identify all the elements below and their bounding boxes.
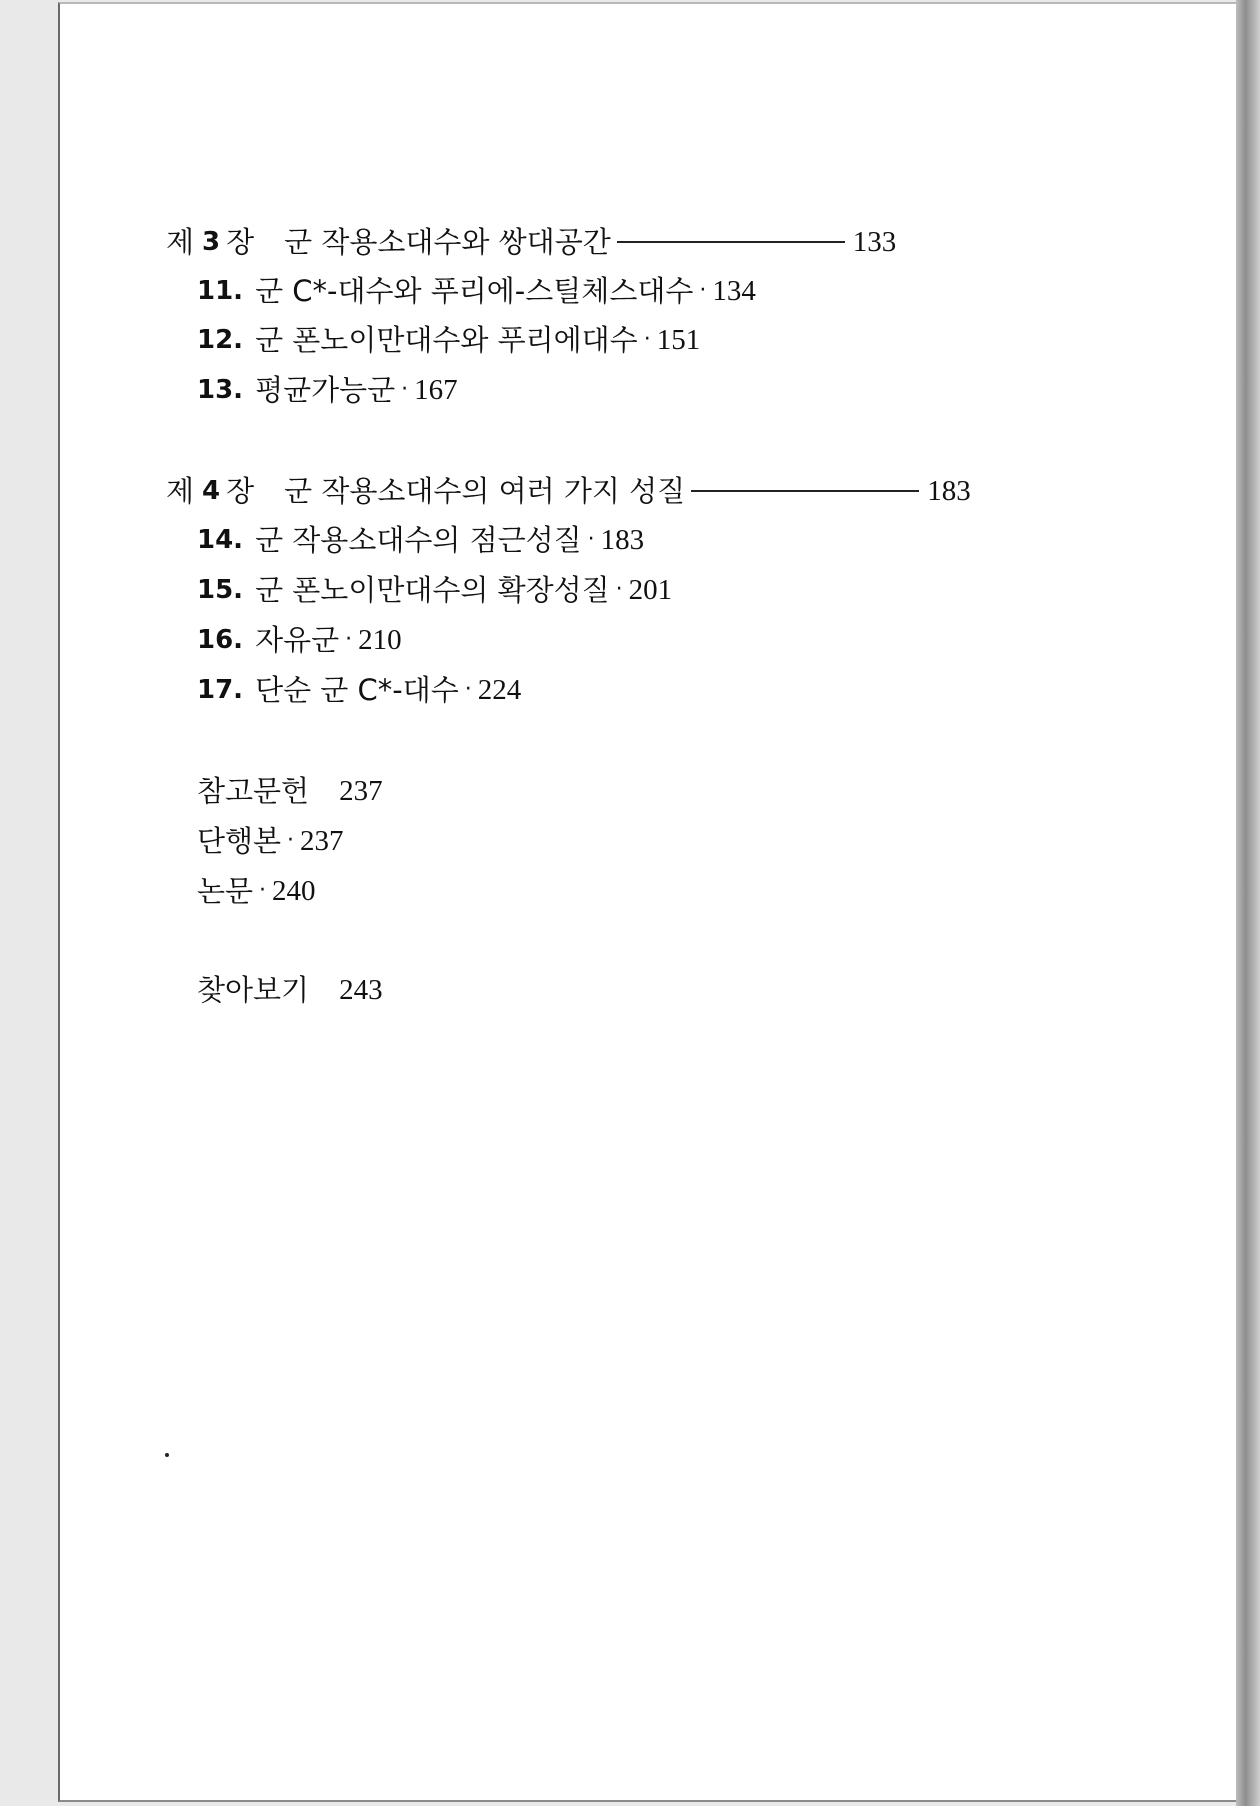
chapter-page-number: 183 bbox=[927, 475, 971, 507]
section-title: 평균가능군 bbox=[255, 373, 396, 407]
section-number: 12. bbox=[197, 325, 244, 355]
section-title: 군 폰노이만대수의 확장성질 bbox=[255, 573, 610, 607]
chapter-3-heading bbox=[166, 224, 896, 260]
section-page-number: 134 bbox=[712, 275, 756, 307]
separator-dot: · bbox=[287, 828, 295, 853]
section-number: 13. bbox=[197, 375, 244, 405]
references-page-number: 237 bbox=[339, 775, 383, 807]
section-number: 17. bbox=[197, 675, 244, 705]
chapter-title: 군 작용소대수와 쌍대공간 bbox=[284, 225, 611, 259]
separator-dot: · bbox=[259, 878, 267, 903]
toc-entry bbox=[197, 372, 458, 408]
section-page-number: 183 bbox=[600, 524, 645, 556]
toc-entry bbox=[197, 622, 402, 658]
separator-dot: · bbox=[643, 327, 651, 352]
section-number: 14. bbox=[197, 525, 244, 555]
index-page-number: 243 bbox=[339, 974, 383, 1006]
toc-entry bbox=[197, 873, 316, 909]
chapter-label-prefix: 제 bbox=[166, 474, 195, 508]
toc-entry bbox=[197, 572, 672, 608]
stray-mark bbox=[165, 1453, 169, 1457]
chapter-number: 4 bbox=[202, 476, 221, 506]
section-page-number: 201 bbox=[628, 574, 673, 606]
section-title: 군 작용소대수의 점근성질 bbox=[255, 523, 582, 557]
separator-dot: · bbox=[464, 677, 472, 702]
reference-item-title: 논문 bbox=[197, 874, 254, 908]
toc-entry bbox=[197, 823, 344, 859]
chapter-label-prefix: 제 bbox=[166, 225, 195, 259]
separator-dot: · bbox=[699, 278, 707, 303]
section-page-number: 151 bbox=[656, 324, 701, 356]
toc-entry bbox=[197, 273, 756, 309]
reference-item-page: 240 bbox=[272, 875, 316, 907]
section-title: 자유군 bbox=[255, 623, 340, 657]
index-heading bbox=[197, 972, 383, 1008]
section-page-number: 210 bbox=[358, 624, 402, 656]
chapter-4-heading bbox=[166, 473, 971, 509]
reference-item-page: 237 bbox=[300, 825, 344, 857]
chapter-label-suffix: 장 bbox=[226, 225, 255, 259]
toc-entry bbox=[197, 322, 700, 358]
page-spine-shadow bbox=[1236, 0, 1260, 1806]
chapter-label-suffix: 장 bbox=[226, 474, 255, 508]
section-title: 군 C*-대수와 푸리에-스틸체스대수 bbox=[255, 274, 694, 308]
section-title: 군 폰노이만대수와 푸리에대수 bbox=[255, 323, 638, 357]
section-page-number: 224 bbox=[477, 674, 522, 706]
section-title: 단순 군 C*-대수 bbox=[255, 673, 459, 707]
toc-entry bbox=[197, 522, 644, 558]
reference-item-title: 단행본 bbox=[197, 824, 282, 858]
chapter-number: 3 bbox=[202, 227, 221, 257]
section-page-number: 167 bbox=[414, 374, 458, 406]
section-number: 16. bbox=[197, 625, 244, 655]
references-heading bbox=[197, 773, 383, 809]
toc-entry bbox=[197, 672, 521, 708]
chapter-page-number: 133 bbox=[852, 226, 897, 258]
separator-dot: · bbox=[615, 577, 623, 602]
separator-dot: · bbox=[401, 377, 409, 402]
separator-dot: · bbox=[587, 527, 595, 552]
chapter-title: 군 작용소대수의 여러 가지 성질 bbox=[284, 474, 686, 508]
dot-leader bbox=[617, 241, 845, 243]
index-title: 찾아보기 bbox=[197, 973, 310, 1007]
section-number: 11. bbox=[197, 276, 244, 306]
separator-dot: · bbox=[345, 627, 353, 652]
references-title: 참고문헌 bbox=[197, 774, 310, 808]
dot-leader bbox=[691, 490, 919, 492]
section-number: 15. bbox=[197, 575, 244, 605]
